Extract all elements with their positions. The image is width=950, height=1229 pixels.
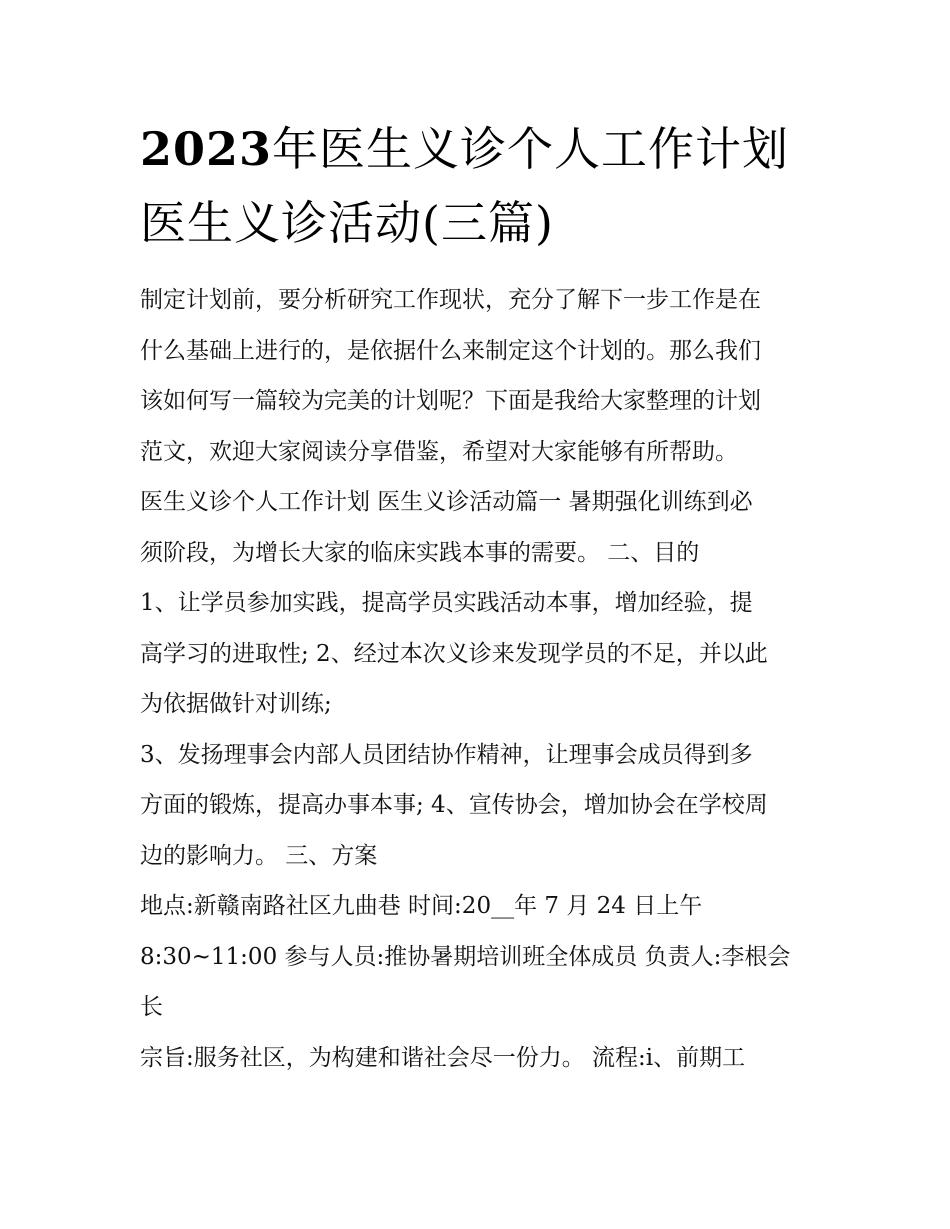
body-line: 该如何写一篇较为完美的计划呢？下面是我给大家整理的计划 bbox=[140, 388, 761, 414]
body-line: 高学习的进取性; 2、经过本次义诊来发现学员的不足，并以此 bbox=[140, 640, 768, 667]
body-line: 宗旨:服务社区，为构建和谐社会尽一份力。 流程:i、前期工 bbox=[140, 1044, 746, 1071]
body-line: 边的影响力。 三、方案 bbox=[140, 842, 378, 869]
title-line-2: 医生义诊活动(三篇) bbox=[140, 196, 554, 250]
body-line: 长 bbox=[140, 994, 163, 1020]
document-title bbox=[140, 112, 840, 260]
body-line: 须阶段，为增长大家的临床实践本事的需要。 二、目的 bbox=[140, 539, 700, 566]
body-line: 8:30~11:00 参与人员:推协暑期培训班全体成员 负责人:李根会 bbox=[140, 943, 791, 970]
body-line: 3、发扬理事会内部人员团结协作精神，让理事会成员得到多 bbox=[140, 741, 753, 768]
body-line: 方面的锻炼，提高办事本事; 4、宣传协会，增加协会在学校周 bbox=[140, 792, 768, 818]
body-line: 范文，欢迎大家阅读分享借鉴，希望对大家能够有所帮助。 bbox=[140, 438, 738, 465]
title-line-1-text: 年医生义诊个人工作计划 bbox=[272, 122, 790, 176]
body-line: 医生义诊个人工作计划 医生义诊活动篇一 暑期强化训练到必 bbox=[140, 489, 753, 515]
body-line: 什么基础上进行的，是依据什么来制定这个计划的。那么我们 bbox=[140, 337, 761, 364]
body-line: 为依据做针对训练; bbox=[140, 691, 332, 717]
title-line-1 bbox=[140, 112, 840, 186]
document-body bbox=[140, 278, 830, 1086]
body-line: 地点:新赣南路社区九曲巷 时间:20__年 7 月 24 日上午 bbox=[140, 893, 703, 919]
title-year: 2023 bbox=[140, 122, 273, 176]
body-line: 制定计划前，要分析研究工作现状，充分了解下一步工作是在 bbox=[140, 287, 761, 313]
body-line: 1、让学员参加实践，提高学员实践活动本事，增加经验，提 bbox=[140, 590, 753, 616]
